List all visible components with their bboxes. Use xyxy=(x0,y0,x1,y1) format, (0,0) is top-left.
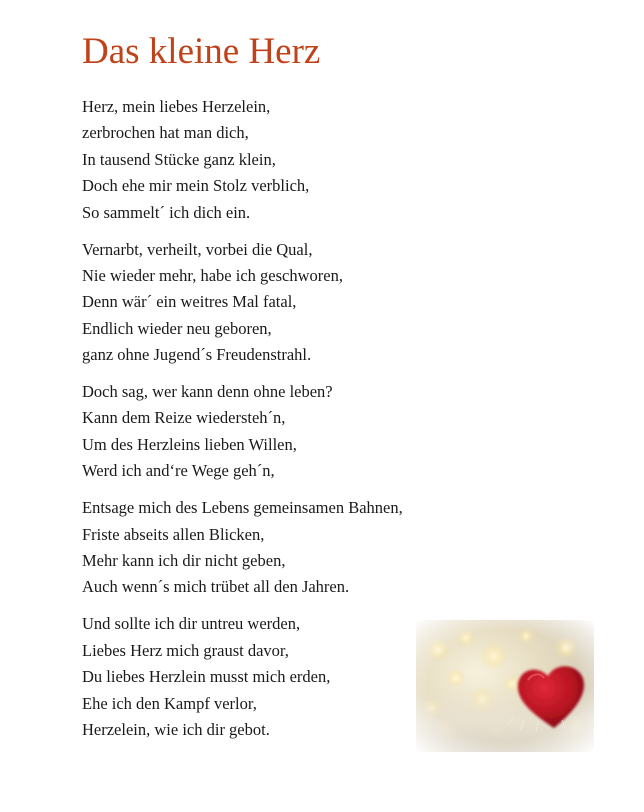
poem-line: Mehr kann ich dir nicht geben, xyxy=(82,551,286,570)
poem-line: Du liebes Herzlein musst mich erden, xyxy=(82,667,331,687)
poem-line: Herz, mein liebes Herzelein, xyxy=(82,97,271,116)
poem-line: Doch ehe mir mein Stolz verblich, xyxy=(82,176,310,196)
poem-line: Ehe ich den Kampf verlor, xyxy=(82,693,257,713)
poem-line: Werd ich and‘re Wege geh´n, xyxy=(82,461,275,481)
stanza xyxy=(82,379,562,485)
poem-line: Doch sag, wer kann denn ohne leben? xyxy=(82,382,333,402)
poem-line: Endlich wieder neu geboren, xyxy=(82,318,272,338)
poem-line: Und sollte ich dir untreu werden, xyxy=(82,614,301,634)
stanza xyxy=(82,495,562,601)
poem-line: zerbrochen hat man dich, xyxy=(82,123,249,143)
poem-line: Kann dem Reize wiedersteh´n, xyxy=(82,408,286,428)
poem-line: Friste abseits allen Blicken, xyxy=(82,524,265,544)
heart-photo-graphic xyxy=(416,620,594,752)
poem-title: Das kleine Herz xyxy=(82,31,321,72)
poem-line: ganz ohne Jugend´s Freudenstrahl. xyxy=(82,345,312,365)
knitted-heart-photo xyxy=(416,620,594,752)
poem-line: Vernarbt, verheilt, vorbei die Qual, xyxy=(82,239,313,259)
poem-line: Liebes Herz mich graust davor, xyxy=(82,640,289,660)
stanza xyxy=(82,94,562,226)
poem-line: Auch wenn´s mich trübet all den Jahren. xyxy=(82,577,350,597)
poem-line: Entsage mich des Lebens gemeinsamen Bahnen, xyxy=(82,498,403,518)
poem-line: Herzelein, wie ich dir gebot. xyxy=(82,719,270,739)
poem-line: In tausend Stücke ganz klein, xyxy=(82,149,276,169)
poem-line: Denn wär´ ein weitres Mal fatal, xyxy=(82,292,297,312)
poem-line: So sammelt´ ich dich ein. xyxy=(82,202,251,222)
poem-line: Nie wieder mehr, habe ich geschworen, xyxy=(82,265,343,285)
poem-line: Um des Herzleins lieben Willen, xyxy=(82,434,297,454)
stanza xyxy=(82,237,562,369)
